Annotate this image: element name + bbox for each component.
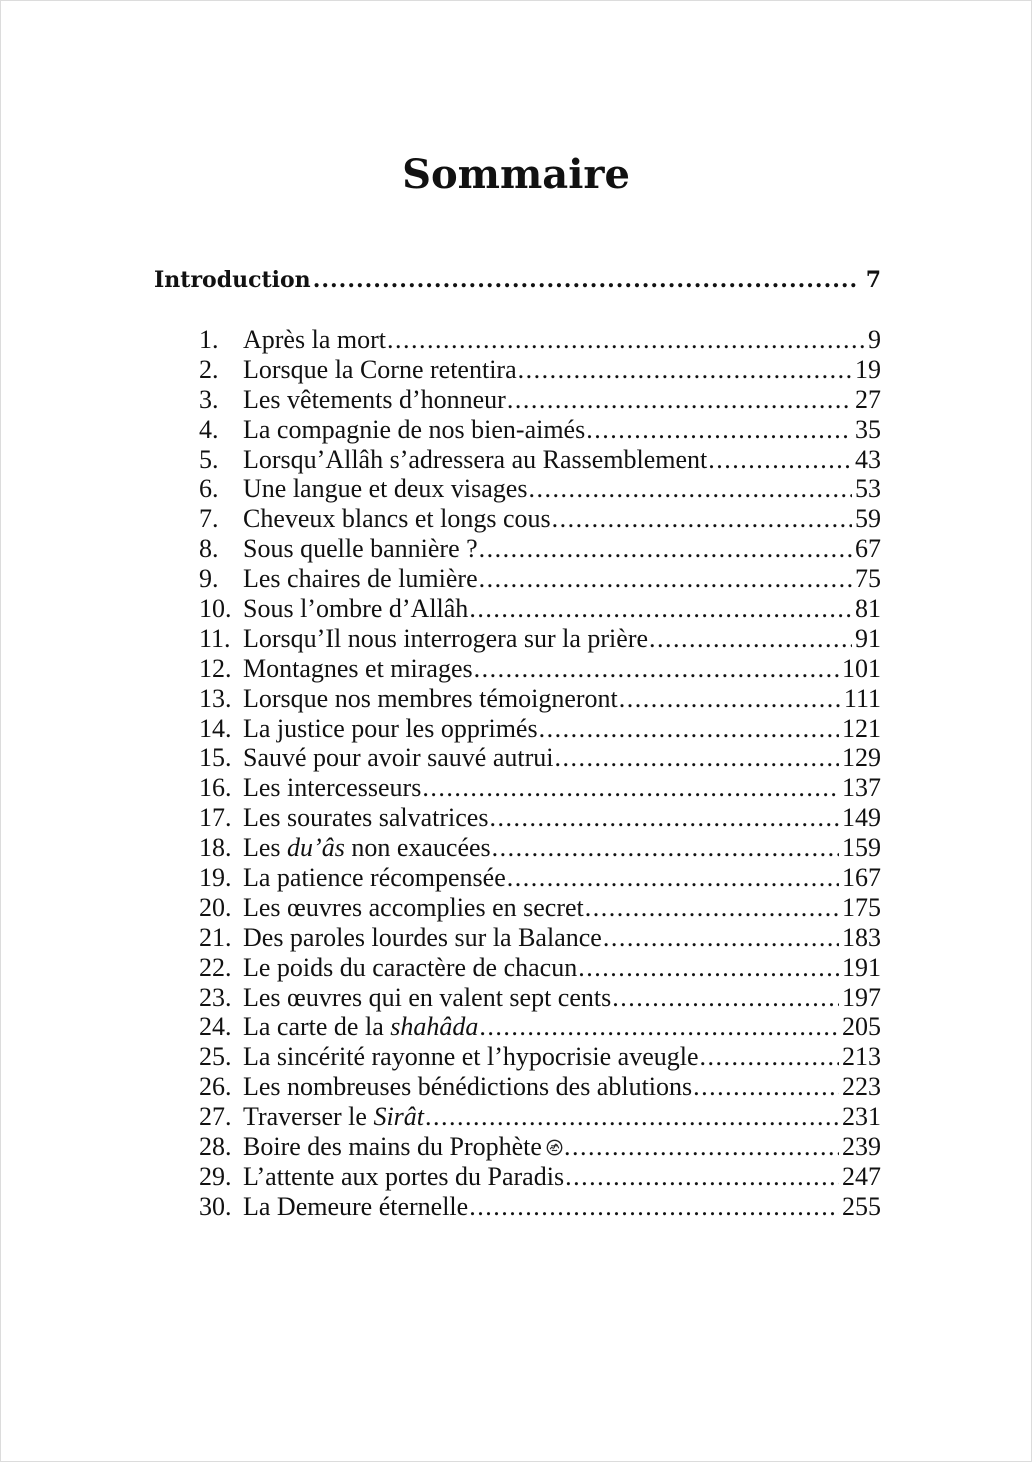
chapter-page-number: 213 [842,1042,881,1072]
chapter-title-italic: du’âs [287,833,345,863]
dot-leader [479,1012,839,1042]
chapter-number: 17. [199,803,232,833]
chapter-title-text: Les nombreuses bénédictions des ablutions [243,1072,693,1102]
toc-entry[interactable] [199,654,881,684]
toc-entry[interactable] [199,1012,881,1042]
toc-entry[interactable] [199,833,881,863]
chapter-page-number: 239 [842,1132,881,1162]
chapter-page-number: 231 [842,1102,881,1132]
chapter-title-text: Lorsque nos membres témoigneront [243,683,618,713]
chapter-page-number: 9 [868,325,881,354]
dot-leader [700,1042,839,1072]
chapter-title-text: L’attente aux portes du Paradis [243,1161,565,1191]
toc-entry[interactable] [199,1162,881,1192]
dot-leader [479,534,852,564]
chapter-number: 29. [199,1161,232,1191]
table-of-contents [199,325,881,1222]
dot-leader [539,714,839,744]
chapter-page-number: 159 [842,833,881,863]
chapter-number: 9. [199,564,219,594]
chapter-title-text: Après la mort [243,325,386,354]
chapter-page-number: 101 [842,653,881,683]
chapter-title-text: Sauvé pour avoir sauvé autrui [243,743,554,773]
chapter-number: 22. [199,952,232,982]
chapter-title-text: Des paroles lourdes sur la Balance [243,922,602,952]
chapter-title [243,983,611,1013]
chapter-page-number: 183 [842,922,881,952]
chapter-number: 12. [199,653,232,683]
chapter-title-text: La patience récompensée [243,863,506,893]
toc-entry[interactable] [199,355,881,385]
dot-leader [313,264,860,296]
chapter-title-text: Les vêtements d’honneur [243,384,506,414]
chapter-title-text: Montagnes et mirages [243,653,473,683]
chapter-title [243,564,478,594]
chapter-title-text: Boire des mains du Prophète [243,1132,542,1162]
chapter-number: 2. [199,354,219,384]
chapter-title [243,385,506,415]
chapter-title [243,1012,478,1042]
toc-entry[interactable] [199,415,881,445]
chapter-number: 18. [199,833,232,863]
dot-leader [564,1132,839,1162]
chapter-title [243,1192,468,1222]
chapter-title-text: Les œuvres accomplies en secret [243,892,584,922]
chapter-title [243,1042,699,1072]
chapter-title-text: Le poids du caractère de chacun [243,952,578,982]
dot-leader [507,385,852,415]
chapter-title-text: Lorsqu’Il nous interrogera sur la prière [243,623,649,653]
chapter-page-number: 67 [855,534,881,564]
chapter-page-number: 59 [855,504,881,534]
chapter-number: 8. [199,534,219,564]
dot-leader [552,504,852,534]
chapter-number: 7. [199,504,219,534]
toc-entry[interactable] [199,534,881,564]
dot-leader [469,1192,839,1222]
chapter-title [243,504,551,534]
toc-entry[interactable] [199,385,881,415]
dot-leader [586,415,852,445]
dot-leader [507,863,839,893]
chapter-number: 21. [199,922,232,952]
chapter-page-number: 129 [842,743,881,773]
chapter-title-text: Lorsqu’Allâh s’adressera au Rassemblement [243,444,708,474]
dot-leader [479,564,852,594]
chapter-title [243,1072,692,1102]
chapter-title-italic: Sirât [373,1102,425,1132]
chapter-title [243,953,577,983]
dot-leader [612,983,839,1013]
toc-entry[interactable] [199,923,881,953]
chapter-page-number: 91 [855,623,881,653]
toc-entry-page: 7 [865,267,881,293]
toc-entry[interactable] [199,504,881,534]
chapter-page-number: 223 [842,1072,881,1102]
chapter-number: 15. [199,743,232,773]
chapter-page-number: 43 [855,444,881,474]
toc-entry[interactable] [199,983,881,1013]
dot-leader [489,803,839,833]
toc-entry[interactable] [199,743,881,773]
chapter-page-number: 197 [842,982,881,1012]
dot-leader [474,654,839,684]
toc-entry[interactable] [199,1042,881,1072]
chapter-number: 19. [199,863,232,893]
chapter-title [243,743,553,773]
dot-leader [518,355,852,385]
chapter-page-number: 53 [855,474,881,504]
toc-entry[interactable] [199,594,881,624]
chapter-page-number: 111 [843,683,881,713]
chapter-title-text: Sous l’ombre d’Allâh [243,594,469,624]
dot-leader [387,325,865,355]
chapter-title-text: Cheveux blancs et longs cous [243,504,551,534]
dot-leader [492,833,839,863]
chapter-number: 3. [199,384,219,414]
chapter-title [243,594,468,624]
chapter-number: 5. [199,444,219,474]
chapter-number: 16. [199,773,232,803]
chapter-title [243,474,527,504]
chapter-title [243,923,602,953]
chapter-page-number: 35 [855,414,881,444]
chapter-page-number: 81 [855,594,881,624]
chapter-title [243,684,618,714]
chapter-page-number: 205 [842,1012,881,1042]
chapter-number: 28. [199,1132,232,1162]
dot-leader [693,1072,839,1102]
dot-leader [469,594,852,624]
toc-entry[interactable] [199,773,881,803]
chapter-title [243,355,517,385]
dot-leader [649,624,852,654]
toc-entry[interactable] [199,893,881,923]
chapter-title [243,863,506,893]
chapter-title [243,893,584,923]
dot-leader [619,684,841,714]
chapter-title-text: La justice pour les opprimés [243,713,538,743]
chapter-title-italic: shahâda [390,1012,479,1042]
toc-entry[interactable] [199,325,881,355]
chapter-title-text: La Demeure éternelle [243,1191,469,1221]
chapter-title-text: Lorsque la Corne retentira [243,354,517,384]
chapter-number: 25. [199,1042,232,1072]
chapter-title [243,773,421,803]
toc-entry[interactable] [199,803,881,833]
toc-entry[interactable] [199,624,881,654]
chapter-number: 20. [199,892,232,922]
chapter-title [243,833,491,863]
salawat-seal-icon [546,1139,563,1156]
dot-leader [603,923,839,953]
chapter-title [243,534,478,564]
toc-entry-title: Introduction [154,267,311,293]
chapter-page-number: 167 [842,863,881,893]
chapter-title [243,1162,564,1192]
chapter-page-number: 255 [842,1191,881,1221]
chapter-title [243,1132,563,1162]
chapter-title-text: Les sourates salvatrices [243,803,489,833]
chapter-title [243,415,585,445]
chapter-title [243,714,538,744]
chapter-title-text: Les intercesseurs [243,773,422,803]
dot-leader [585,893,839,923]
toc-entry[interactable] [199,863,881,893]
toc-entry[interactable] [199,1132,881,1162]
dot-leader [554,743,839,773]
toc-introduction-entry[interactable] [154,264,881,296]
chapter-number: 10. [199,594,232,624]
toc-entry[interactable] [199,1102,881,1132]
dot-leader [425,1102,839,1132]
chapter-number: 24. [199,1012,232,1042]
chapter-page-number: 191 [842,952,881,982]
chapter-title [243,1102,424,1132]
toc-entry[interactable] [199,953,881,983]
chapter-number: 13. [199,683,232,713]
chapter-title [243,325,386,355]
chapter-title [243,445,707,475]
dot-leader [708,445,852,475]
chapter-number: 26. [199,1072,232,1102]
chapter-number: 23. [199,982,232,1012]
chapter-page-number: 19 [855,354,881,384]
chapter-number: 4. [199,414,219,444]
chapter-title [243,654,473,684]
chapter-title [243,624,648,654]
chapter-title-text: Sous quelle bannière ? [243,534,478,564]
chapter-number: 14. [199,713,232,743]
chapter-page-number: 75 [855,564,881,594]
chapter-title-part: La carte de la [243,1012,391,1042]
chapter-page-number: 27 [855,384,881,414]
dot-leader [578,953,839,983]
toc-entry[interactable] [199,564,881,594]
chapter-page-number: 175 [842,892,881,922]
toc-entry[interactable] [199,1192,881,1222]
chapter-page-number: 149 [842,803,881,833]
page-title: Sommaire [402,151,630,198]
chapter-title-text: La sincérité rayonne et l’hypocrisie aveugle [243,1042,699,1072]
chapter-title-text: Une langue et deux visages [243,474,528,504]
toc-entry[interactable] [199,684,881,714]
chapter-title-text: La compagnie de nos bien-aimés [243,414,586,444]
chapter-page-number: 137 [842,773,881,803]
chapter-number: 30. [199,1191,232,1221]
toc-entry[interactable] [199,445,881,475]
toc-entry[interactable] [199,474,881,504]
chapter-number: 27. [199,1102,232,1132]
chapter-title [243,803,488,833]
chapter-title-part: Traverser le [243,1102,374,1132]
toc-entry[interactable] [199,1072,881,1102]
chapter-title-part: non exaucées [344,833,491,863]
dot-leader [528,474,852,504]
toc-entry[interactable] [199,714,881,744]
chapter-title-text: Les œuvres qui en valent sept cents [243,982,612,1012]
chapter-title-part: Les [243,833,288,863]
dot-leader [422,773,839,803]
chapter-page-number: 121 [842,713,881,743]
chapter-number: 6. [199,474,219,504]
chapter-number: 1. [199,325,219,354]
chapter-title-text: Les chaires de lumière [243,564,478,594]
dot-leader [565,1162,839,1192]
chapter-number: 11. [199,623,231,653]
chapter-page-number: 247 [842,1161,881,1191]
